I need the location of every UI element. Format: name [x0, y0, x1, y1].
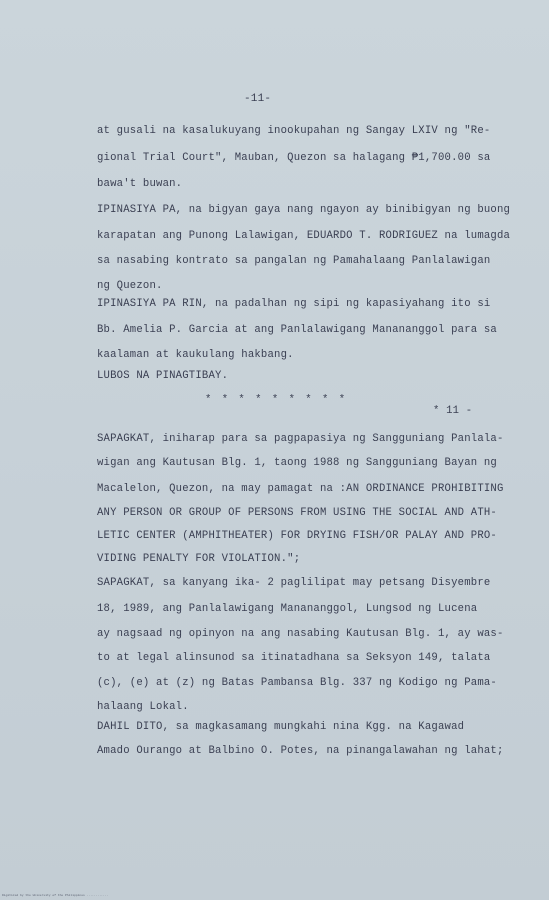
text-line: VIDING PENALTY FOR VIOLATION.";	[97, 553, 301, 565]
section-marker: * 11 -	[433, 405, 473, 417]
text-line: kaalaman at kaukulang hakbang.	[97, 349, 294, 361]
text-line: (c), (e) at (z) ng Batas Pambansa Blg. 337 ng Kodigo ng Pama-	[97, 677, 497, 689]
text-line: Bb. Amelia P. Garcia at ang Panlalawigang Manananggol para sa	[97, 324, 497, 336]
text-line: to at legal alinsunod sa itinatadhana sa Seksyon 149, talata	[97, 652, 491, 664]
text-line: Macalelon, Quezon, na may pamagat na :AN ORDINANCE PROHIBITING	[97, 483, 504, 495]
text-line: IPINASIYA PA, na bigyan gaya nang ngayon ay binibigyan ng buong	[97, 204, 511, 216]
text-line: LETIC CENTER (AMPHITHEATER) FOR DRYING FISH/OR PALAY AND PRO-	[97, 530, 497, 542]
text-line: IPINASIYA PA RIN, na padalhan ng sipi ng kapasiyahang ito si	[97, 298, 491, 310]
text-line: halaang Lokal.	[97, 701, 189, 713]
text-line: DAHIL DITO, sa magkasamang mungkahi nina Kgg. na Kagawad	[97, 721, 465, 733]
page-number: -11-	[244, 93, 272, 105]
text-line: sa nasabing kontrato sa pangalan ng Pamahalaang Panlalawigan	[97, 255, 491, 267]
text-line: karapatan ang Punong Lalawigan, EDUARDO T. RODRIGUEZ na lumagda	[97, 230, 511, 242]
separator-stars: * * * * * * * * *	[205, 394, 348, 406]
text-line: 18, 1989, ang Panlalawigang Manananggol, Lungsod ng Lucena	[97, 603, 478, 615]
text-line: SAPAGKAT, sa kanyang ika- 2 paglilipat may petsang Disyembre	[97, 577, 491, 589]
text-line: Amado Ourango at Balbino O. Potes, na pinangalawahan ng lahat;	[97, 745, 504, 757]
text-line: gional Trial Court", Mauban, Quezon sa halagang ₱1,700.00 sa	[97, 152, 491, 164]
text-line: LUBOS NA PINAGTIBAY.	[97, 370, 229, 382]
text-line: at gusali na kasalukuyang inookupahan ng Sangay LXIV ng "Re-	[97, 125, 491, 137]
footer-scan-note: Digitized by the University of the Philippines ............	[2, 894, 109, 897]
text-line: bawa't buwan.	[97, 178, 183, 190]
text-line: ay nagsaad ng opinyon na ang nasabing Kautusan Blg. 1, ay was-	[97, 628, 504, 640]
text-line: ng Quezon.	[97, 280, 163, 292]
text-line: ANY PERSON OR GROUP OF PERSONS FROM USING THE SOCIAL AND ATH-	[97, 507, 497, 519]
text-line: SAPAGKAT, iniharap para sa pagpapasiya ng Sangguniang Panlala-	[97, 433, 504, 445]
text-line: wigan ang Kautusan Blg. 1, taong 1988 ng Sangguniang Bayan ng	[97, 457, 497, 469]
